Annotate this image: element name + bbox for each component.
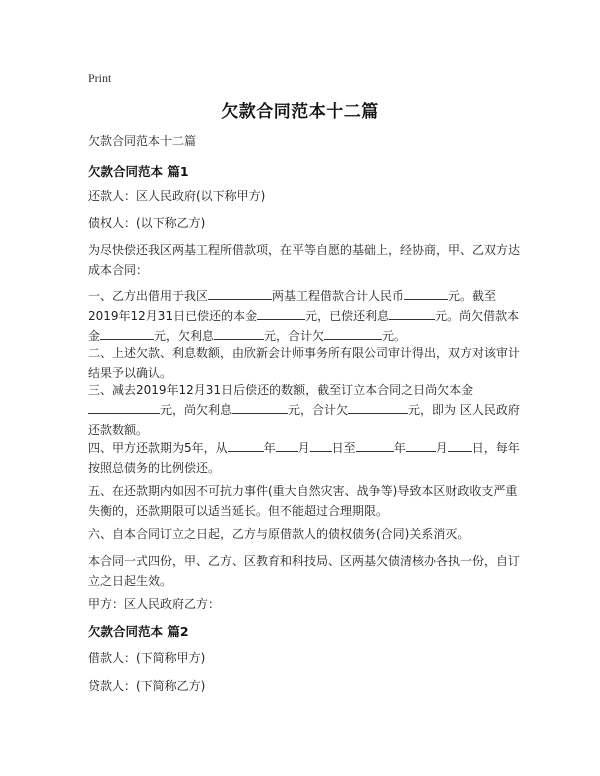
clause-4-text: 日至 — [331, 441, 356, 455]
closing-paragraph: 本合同一式四份，甲、乙方、区教育和科技局、区两基欠债清核办各执一份，自订立之日起生效。 — [88, 554, 521, 588]
blank-field[interactable] — [276, 438, 298, 452]
blank-field[interactable] — [448, 438, 472, 452]
clause-4-text: 月 — [297, 441, 310, 455]
clause-1-text: 元，合计欠 — [264, 329, 325, 343]
blank-field[interactable] — [356, 438, 394, 452]
blank-field[interactable] — [310, 438, 332, 452]
clause-3-text: 元，尚欠利息 — [160, 403, 233, 417]
lender-line: 贷款人：(下简称乙方) — [88, 679, 206, 693]
clause-3 — [88, 380, 520, 440]
debtor-line: 还款人：区人民政府(以下称甲方) — [88, 189, 266, 203]
clause-2: 二、上述欠款、利息数额，由欣新会计师事务所有限公司审计得出，双方对该审计结果予以确认。 — [88, 346, 521, 380]
clause-1-text: 元。截至2019年12月31日已偿还的本金 — [88, 289, 497, 323]
clause-1 — [88, 286, 520, 346]
blank-field[interactable] — [228, 438, 264, 452]
blank-field[interactable] — [208, 286, 272, 300]
signature-line: 甲方：区人民政府乙方： — [88, 597, 221, 611]
blank-field[interactable] — [232, 400, 288, 414]
section1-heading: 欠款合同范本 篇1 — [88, 164, 189, 179]
intro-paragraph: 为尽快偿还我区两基工程所借款项，在平等自愿的基础上，经协商，甲、乙双方达成本合同： — [88, 243, 521, 277]
clause-1-text: 一、乙方出借用于我区 — [88, 289, 209, 303]
blank-field[interactable] — [257, 306, 305, 320]
clause-6: 六、自本合同订立之日起，乙方与原借款人的债权债务(合同)关系消灭。 — [88, 527, 470, 541]
clause-4-text: 月 — [435, 441, 448, 455]
blank-field[interactable] — [406, 438, 436, 452]
clause-3-text: 元，即为 区人民政府还款数额。 — [88, 403, 520, 437]
blank-field[interactable] — [214, 326, 264, 340]
blank-field[interactable] — [348, 400, 408, 414]
blank-field[interactable] — [100, 326, 154, 340]
section2-heading: 欠款合同范本 篇2 — [88, 624, 189, 639]
clause-4-text: 年 — [393, 441, 406, 455]
creditor-line: 债权人：(以下称乙方) — [88, 216, 206, 230]
document-title: 欠款合同范本十二篇 — [221, 102, 379, 122]
clause-4 — [88, 438, 520, 478]
print-link[interactable]: Print — [88, 71, 112, 85]
clause-3-text: 元，合计欠 — [288, 403, 349, 417]
clause-1-text: 元。尚欠借款本金 — [88, 309, 520, 343]
document-subtitle: 欠款合同范本十二篇 — [88, 134, 197, 148]
clause-4-text: 四、甲方还款期为5年，从 — [88, 441, 228, 455]
clause-5: 五、在还款期内如因不可抗力事件(重大自然灾害、战争等)导致本区财政收支严重失衡的，还款期限可以适当延长。但不能超过合理期限。 — [88, 484, 518, 518]
blank-field[interactable] — [404, 286, 448, 300]
borrower-line: 借款人：(下简称甲方) — [88, 651, 206, 665]
clause-1-text: 两基工程借款合计人民币 — [272, 289, 405, 303]
clause-1-text: 元，已偿还利息 — [305, 309, 390, 323]
blank-field[interactable] — [88, 400, 160, 414]
clause-4-text: 日，每年按照总债务的比例偿还。 — [88, 441, 520, 475]
blank-field[interactable] — [324, 326, 382, 340]
clause-3-text: 三、减去2019年12月31日后偿还的数额，截至订立本合同之日尚欠本金 — [88, 383, 474, 397]
clause-4-text: 年 — [263, 441, 276, 455]
blank-field[interactable] — [389, 306, 435, 320]
clause-1-text: 元，欠利息 — [154, 329, 215, 343]
clause-1-text: 元。 — [382, 329, 407, 343]
